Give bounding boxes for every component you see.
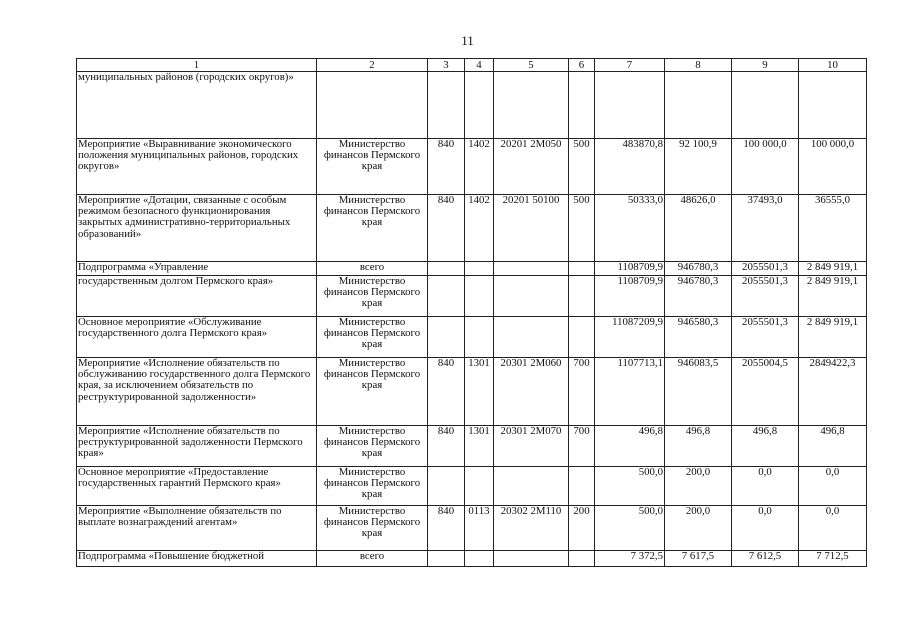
executor-cell: Министерство финансов Пермского края — [317, 358, 428, 426]
expense-type-code-cell — [569, 467, 595, 506]
table-row — [77, 139, 867, 195]
section-code-cell — [465, 276, 494, 317]
row-name-cell: муниципальных районов (городских округов)» — [77, 72, 317, 139]
amount-col10-cell: 2 849 919,1 — [799, 276, 867, 317]
admin-code-cell: 840 — [428, 426, 465, 467]
amount-col7-cell — [595, 72, 665, 139]
executor-cell: Министерство финансов Пермского края — [317, 467, 428, 506]
amount-col8-cell: 200,0 — [665, 506, 732, 551]
section-code-cell: 1402 — [465, 139, 494, 195]
table-row — [77, 262, 867, 276]
amount-col8-cell: 946780,3 — [665, 276, 732, 317]
section-code-cell — [465, 467, 494, 506]
row-name-cell: Основное мероприятие «Предоставление государственных гарантий Пермского края» — [77, 467, 317, 506]
expense-type-code-cell: 500 — [569, 195, 595, 262]
amount-col8-cell: 92 100,9 — [665, 139, 732, 195]
amount-col7-cell: 496,8 — [595, 426, 665, 467]
column-number: 5 — [494, 59, 569, 72]
column-number-header-row — [77, 59, 867, 72]
target-item-code-cell — [494, 467, 569, 506]
row-name-cell: Мероприятие «Дотации, связанные с особым режимом безопасного функционирования закрытых административно-территориальных образований» — [77, 195, 317, 262]
target-item-code-cell: 20302 2М110 — [494, 506, 569, 551]
row-name-cell: Мероприятие «Выполнение обязательств по выплате вознаграждений агентам» — [77, 506, 317, 551]
amount-col9-cell: 2055501,3 — [732, 276, 799, 317]
row-name-cell: Мероприятие «Исполнение обязательств по обслуживанию государственного долга Пермского края, за исключением обязательств по реструктурированной задолженности» — [77, 358, 317, 426]
amount-col9-cell: 0,0 — [732, 506, 799, 551]
amount-col7-cell: 11087209,9 — [595, 317, 665, 358]
section-code-cell — [465, 551, 494, 567]
amount-col10-cell — [799, 72, 867, 139]
amount-col9-cell: 100 000,0 — [732, 139, 799, 195]
column-number: 9 — [732, 59, 799, 72]
amount-col7-cell: 1108709,9 — [595, 262, 665, 276]
expense-type-code-cell: 500 — [569, 139, 595, 195]
expense-type-code-cell — [569, 317, 595, 358]
executor-cell: Министерство финансов Пермского края — [317, 276, 428, 317]
page-number: 11 — [461, 33, 474, 48]
admin-code-cell — [428, 276, 465, 317]
row-name-cell: Мероприятие «Исполнение обязательств по реструктурированной задолженности Пермского края» — [77, 426, 317, 467]
row-name-cell: Мероприятие «Выравнивание экономического положения муниципальных районов, городских округов» — [77, 139, 317, 195]
admin-code-cell: 840 — [428, 195, 465, 262]
section-code-cell: 1301 — [465, 358, 494, 426]
column-number: 7 — [595, 59, 665, 72]
executor-cell: Министерство финансов Пермского края — [317, 506, 428, 551]
table-row — [77, 72, 867, 139]
admin-code-cell: 840 — [428, 358, 465, 426]
column-number: 8 — [665, 59, 732, 72]
target-item-code-cell — [494, 317, 569, 358]
amount-col7-cell: 7 372,5 — [595, 551, 665, 567]
expense-type-code-cell — [569, 551, 595, 567]
section-code-cell: 1301 — [465, 426, 494, 467]
expense-type-code-cell: 700 — [569, 426, 595, 467]
table-row — [77, 276, 867, 317]
amount-col9-cell: 37493,0 — [732, 195, 799, 262]
admin-code-cell: 840 — [428, 506, 465, 551]
table-row — [77, 506, 867, 551]
amount-col7-cell: 500,0 — [595, 506, 665, 551]
amount-col10-cell: 0,0 — [799, 506, 867, 551]
target-item-code-cell — [494, 72, 569, 139]
amount-col8-cell: 48626,0 — [665, 195, 732, 262]
row-name-cell: Основное мероприятие «Обслуживание государственного долга Пермского края» — [77, 317, 317, 358]
amount-col9-cell: 2055501,3 — [732, 262, 799, 276]
column-number: 6 — [569, 59, 595, 72]
column-number: 3 — [428, 59, 465, 72]
amount-col10-cell: 7 712,5 — [799, 551, 867, 567]
table-row — [77, 551, 867, 567]
target-item-code-cell — [494, 551, 569, 567]
executor-cell: всего — [317, 262, 428, 276]
section-code-cell — [465, 262, 494, 276]
expense-type-code-cell — [569, 276, 595, 317]
executor-cell — [317, 72, 428, 139]
row-name-cell: Подпрограмма «Управление — [77, 262, 317, 276]
amount-col7-cell: 50333,0 — [595, 195, 665, 262]
table-row — [77, 195, 867, 262]
amount-col10-cell: 2 849 919,1 — [799, 317, 867, 358]
target-item-code-cell: 20201 50100 — [494, 195, 569, 262]
admin-code-cell — [428, 262, 465, 276]
target-item-code-cell — [494, 276, 569, 317]
amount-col8-cell: 200,0 — [665, 467, 732, 506]
admin-code-cell: 840 — [428, 139, 465, 195]
amount-col8-cell: 7 617,5 — [665, 551, 732, 567]
target-item-code-cell — [494, 262, 569, 276]
amount-col10-cell: 100 000,0 — [799, 139, 867, 195]
table-row — [77, 358, 867, 426]
expense-type-code-cell — [569, 262, 595, 276]
target-item-code-cell: 20301 2М060 — [494, 358, 569, 426]
amount-col7-cell: 483870,8 — [595, 139, 665, 195]
amount-col9-cell: 0,0 — [732, 467, 799, 506]
expense-type-code-cell — [569, 72, 595, 139]
expense-type-code-cell: 700 — [569, 358, 595, 426]
target-item-code-cell: 20301 2М070 — [494, 426, 569, 467]
amount-col9-cell: 2055501,3 — [732, 317, 799, 358]
column-number: 1 — [77, 59, 317, 72]
table-row — [77, 426, 867, 467]
amount-col7-cell: 500,0 — [595, 467, 665, 506]
admin-code-cell — [428, 467, 465, 506]
executor-cell: Министерство финансов Пермского края — [317, 195, 428, 262]
column-number: 4 — [465, 59, 494, 72]
target-item-code-cell: 20201 2М050 — [494, 139, 569, 195]
table-row — [77, 317, 867, 358]
section-code-cell: 1402 — [465, 195, 494, 262]
column-number: 2 — [317, 59, 428, 72]
row-name-cell: Подпрограмма «Повышение бюджетной — [77, 551, 317, 567]
amount-col10-cell: 0,0 — [799, 467, 867, 506]
amount-col7-cell: 1108709,9 — [595, 276, 665, 317]
expense-type-code-cell: 200 — [569, 506, 595, 551]
admin-code-cell — [428, 72, 465, 139]
amount-col10-cell: 36555,0 — [799, 195, 867, 262]
executor-cell: Министерство финансов Пермского края — [317, 317, 428, 358]
amount-col8-cell: 496,8 — [665, 426, 732, 467]
amount-col9-cell: 2055004,5 — [732, 358, 799, 426]
executor-cell: Министерство финансов Пермского края — [317, 426, 428, 467]
row-name-cell: государственным долгом Пермского края» — [77, 276, 317, 317]
amount-col8-cell: 946580,3 — [665, 317, 732, 358]
amount-col10-cell: 2 849 919,1 — [799, 262, 867, 276]
executor-cell: Министерство финансов Пермского края — [317, 139, 428, 195]
admin-code-cell — [428, 551, 465, 567]
amount-col7-cell: 1107713,1 — [595, 358, 665, 426]
amount-col8-cell: 946780,3 — [665, 262, 732, 276]
amount-col9-cell: 496,8 — [732, 426, 799, 467]
section-code-cell — [465, 72, 494, 139]
amount-col9-cell — [732, 72, 799, 139]
column-number: 10 — [799, 59, 867, 72]
amount-col9-cell: 7 612,5 — [732, 551, 799, 567]
executor-cell: всего — [317, 551, 428, 567]
amount-col10-cell: 496,8 — [799, 426, 867, 467]
table-row — [77, 467, 867, 506]
amount-col8-cell — [665, 72, 732, 139]
amount-col10-cell: 2849422,3 — [799, 358, 867, 426]
budget-table — [76, 58, 867, 567]
section-code-cell: 0113 — [465, 506, 494, 551]
amount-col8-cell: 946083,5 — [665, 358, 732, 426]
section-code-cell — [465, 317, 494, 358]
admin-code-cell — [428, 317, 465, 358]
